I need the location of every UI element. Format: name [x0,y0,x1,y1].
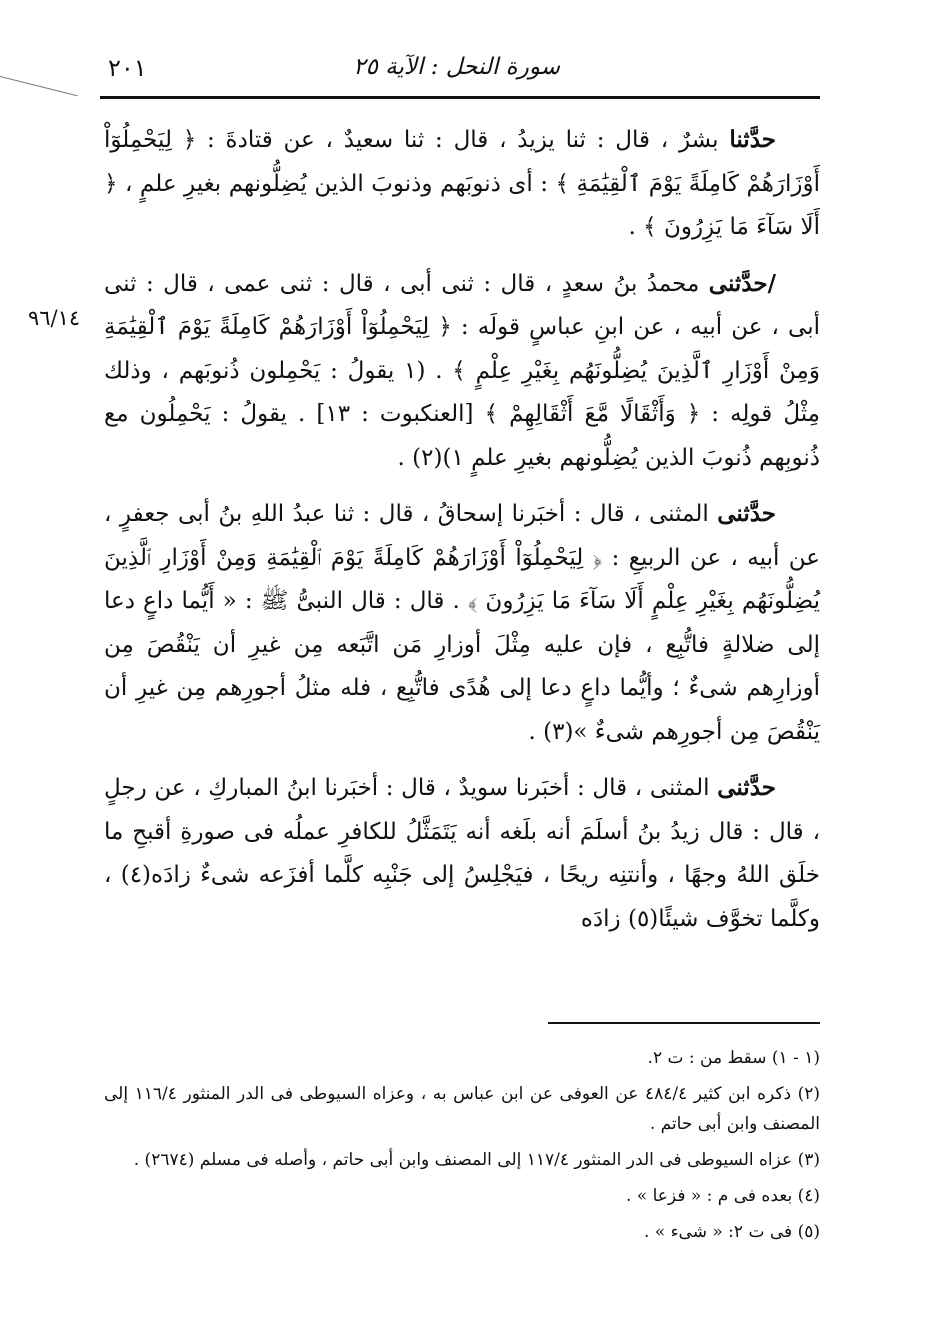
paragraph-3-lead: حدَّثنى [717,500,777,527]
scan-artifact-line [0,76,78,96]
paragraph-4 [104,766,820,941]
main-text [104,118,820,941]
footnotes [104,1043,820,1253]
paragraph-2 [104,262,820,481]
footnote-4: (٤) بعده فى م : « فزعا » . [626,1186,820,1206]
footnote-5: (٥) فى ت ٢: « شىء » . [643,1222,820,1242]
paragraph-3-text: المثنى ، قال : أخبَرنا إسحاقُ ، قال : ثنا عبدُ اللهِ بنُ أبى جعفرٍ ، عن أبيه ، عن الربيعِ : ﴿ لِيَحْمِلُوٓاْ أَوْزَارَهُمْ كَامِلَةً يَوْمَ ٱلْقِيَٰمَةِ وَمِنْ أَوْزَارِ ٱلَّذِينَ يُضِلُّونَهُم بِغَيْرِ عِلْمٍ أَلَا سَآءَ مَا يَزِرُونَ ﴾ . قال : قال النبىُّ ﷺ : « أَيُّما داعٍ دعا إلى ضلالةٍ فاتُّبِع ، فإن عليه مِثْلَ أوزارِ مَن اتَّبَعه مِن غيرِ أن يَنْقُصَ مِن أوزارِهم شىءٌ ؛ وأيُّما داعٍ دعا إلى هُدًى فاتُّبِع ، فله مثلُ أجورِهم مِن غيرِ أن يَنْقُصَ مِن أجورِهم شىءٌ »(٣) . [104,501,820,745]
page-header [100,48,820,94]
footnote-2: (٢) ذكره ابن كثير ٤٨٤/٤ عن العوفى عن ابن عباس به ، وعزاه السيوطى فى الدر المنثور ١١٦/٤ إلى المصنف وابن أبى حاتم . [104,1084,821,1134]
paragraph-1 [104,118,820,250]
paragraph-2-lead: /حدَّثنى [708,269,776,297]
paragraph-2-text: محمدُ بنُ سعدٍ ، قال : ثنى أبى ، قال : ثنى عمى ، قال : ثنى أبى ، عن أبيه ، عن ابنِ عباسٍ قولَه : ﴿ لِيَحْمِلُوٓاْ أَوْزَارَهُمْ كَامِلَةً يَوْمَ ٱلْقِيَٰمَةِ وَمِنْ أَوْزَارِ ٱلَّذِينَ يُضِلُّونَهُم بِغَيْرِ عِلْمٍ ﴾ . (١ يقولُ : يَحْمِلون ذُنوبَهم ، وذلك مِثْلُ قولِه : ﴿ وَأَثْقَالًا مَّعَ أَثْقَالِهِمْ ﴾ [العنكبوت : ١٣] . يقولُ : يَحْمِلُون مع ذُنوبِهم ذُنوبَ الذين يُضِلُّونهم بغيرِ علمٍ ١)(٢) . [104,270,821,471]
footnote-separator [548,1022,820,1024]
paragraph-4-text: المثنى ، قال : أخبَرنا سويدٌ ، قال : أخبَرنا ابنُ المباركِ ، عن رجلٍ ، قال : قال زيدُ بنُ أسلَمَ أنه بلَغه أنه يَتَمَثَّلُ للكافرِ عملُه فى صورةِ أقبحِ ما خلَق اللهُ وجهًا ، وأنتنِه ريحًا ، فيَجْلِسُ إلى جَنْبِه كلَّما أفزَعه شىءٌ زادَه(٤) ، وكلَّما تخوَّف شيئًا(٥) زادَه [104,775,821,932]
footnote-1: (١ - ١) سقط من : ت ٢. [647,1048,820,1068]
paragraph-4-lead: حدَّثنى [717,774,776,801]
page-number: ٢٠١ [108,54,147,82]
paragraph-3 [104,492,820,754]
paragraph-1-lead: حدَّثنا [729,126,776,153]
paragraph-1-text: بشرٌ ، قال : ثنا يزيدُ ، قال : ثنا سعيدٌ ، عن قتادةَ : ﴿ لِيَحْمِلُوٓاْ أَوْزَارَهُمْ كَامِلَةً يَوْمَ ٱلْقِيَٰمَةِ ﴾ : أى ذنوبَهم وذنوبَ الذين يُضِلُّونهم بغيرِ علمٍ ، ﴿ أَلَا سَآءَ مَا يَزِرُونَ ﴾ . [104,127,820,240]
header-rule [100,96,820,99]
margin-reference: ٩٦/١٤ [28,306,81,330]
running-title: سورة النحل : الآية ٢٥ [353,54,560,80]
footnote-3: (٣) عزاه السيوطى فى الدر المنثور ١١٧/٤ إلى المصنف وابن أبى حاتم ، وأصله فى مسلم (٢٦٧٤) . [133,1150,820,1170]
